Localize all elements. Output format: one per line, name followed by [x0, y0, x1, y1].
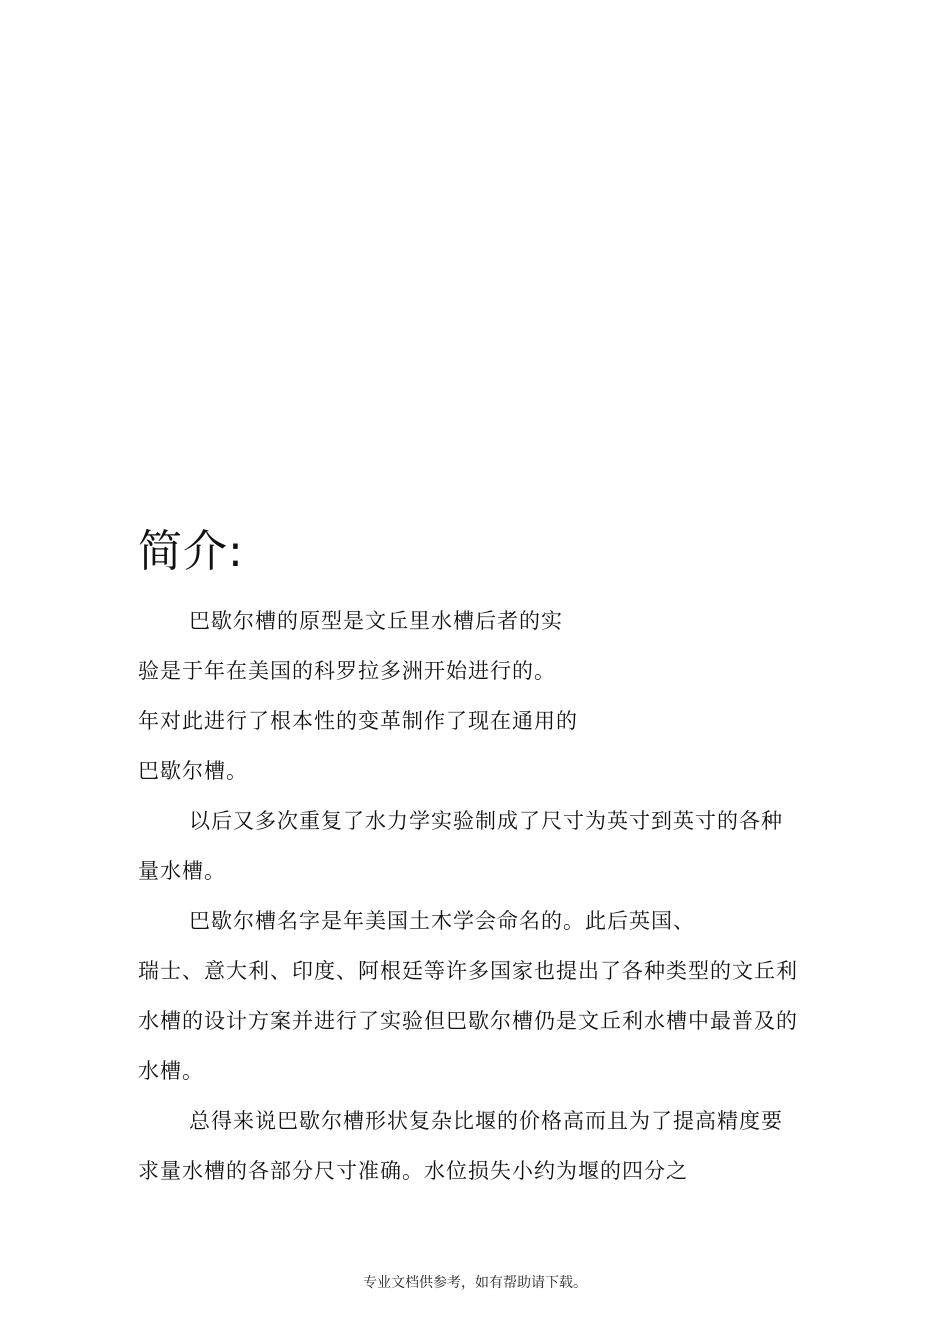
paragraph-line: 总得来说巴歇尔槽形状复杂比堰的价格高而且为了提高精度要: [189, 1109, 783, 1133]
paragraph-line: 巴歇尔槽名字是年美国土木学会命名的。此后英国、: [189, 909, 695, 933]
paragraph-line: 年对此进行了根本性的变革制作了现在通用的: [138, 709, 578, 733]
page-footer: 专业文档供参考，如有帮助请下载。: [363, 1275, 587, 1291]
paragraph-line: 求量水槽的各部分尺寸准确。水位损失小约为堰的四分之: [138, 1159, 688, 1183]
paragraph-line: 巴歇尔槽的原型是文丘里水槽后者的实: [189, 609, 563, 633]
paragraph-line: 巴歇尔槽。: [138, 759, 248, 783]
paragraph-line: 以后又多次重复了水力学实验制成了尺寸为英寸到英寸的各种: [189, 809, 783, 833]
paragraph-line: 验是于年在美国的科罗拉多洲开始进行的。: [138, 659, 556, 683]
paragraph-line: 瑞士、意大利、印度、阿根廷等许多国家也提出了各种类型的文丘利: [138, 959, 798, 983]
paragraph-line: 水槽。: [138, 1059, 204, 1083]
paragraph-line: 水槽的设计方案并进行了实验但巴歇尔槽仍是文丘利水槽中最普及的: [138, 1009, 798, 1033]
section-title: 简介:: [138, 526, 244, 577]
paragraph-line: 量水槽。: [138, 859, 226, 883]
